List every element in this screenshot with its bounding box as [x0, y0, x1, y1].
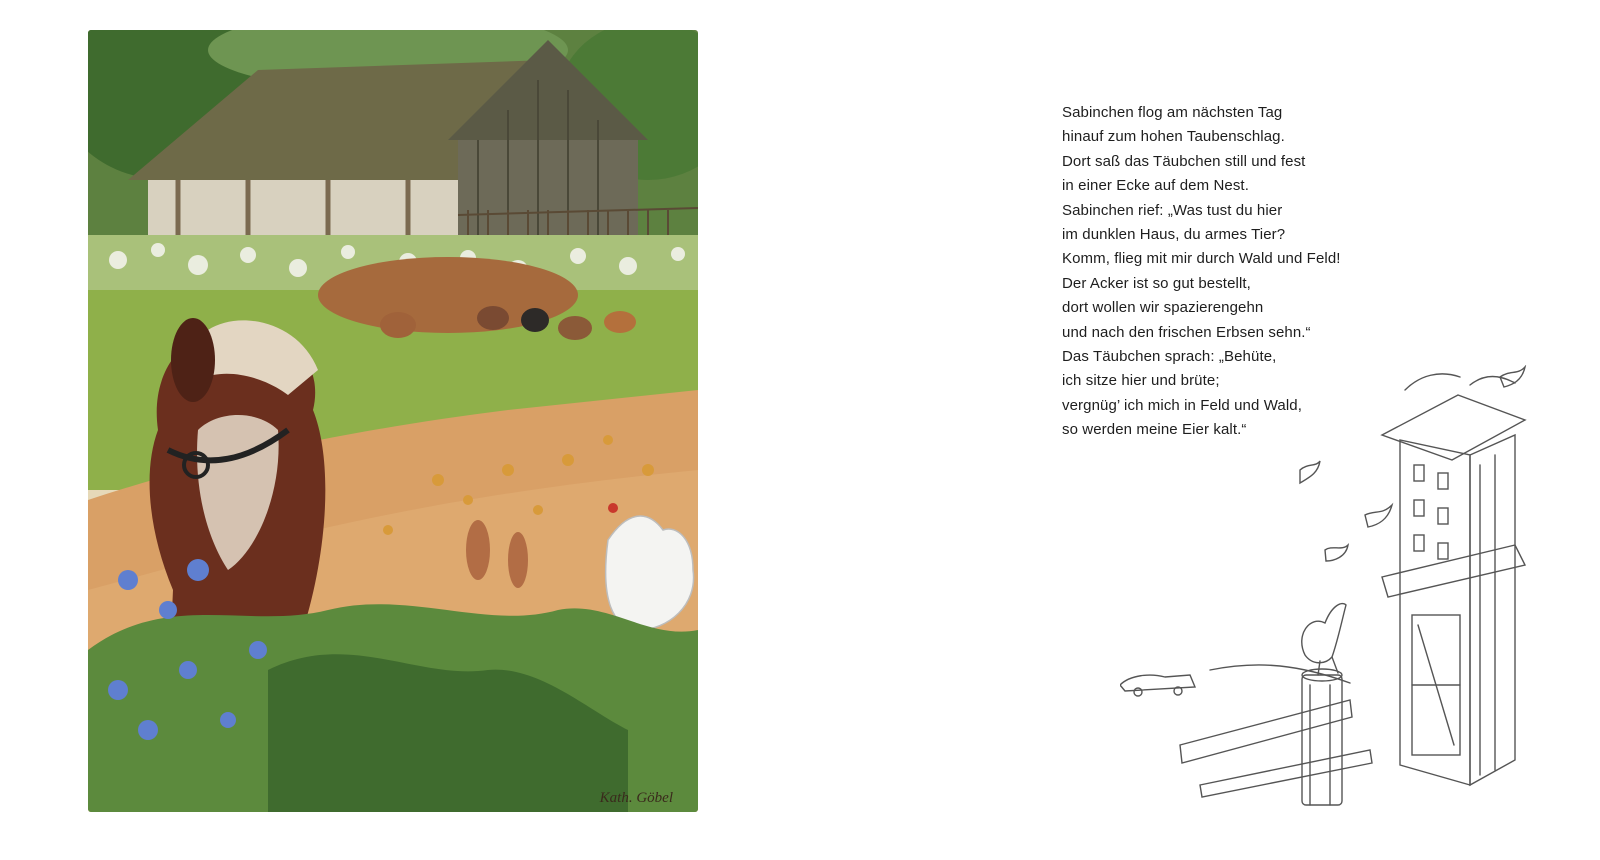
verse-line: Sabinchen rief: „Was tust du hier [1062, 201, 1283, 219]
verse-line: und nach den frischen Erbsen sehn.“ [1062, 323, 1311, 341]
dovecote-sketch [1120, 365, 1560, 815]
wooden-fence [1180, 669, 1372, 805]
verse-line: vergnüg’ ich mich in Feld und Wald, [1062, 396, 1302, 414]
verse-line: Der Acker ist so gut bestellt, [1062, 274, 1251, 292]
verse-line: Sabinchen flog am nächsten Tag [1062, 104, 1283, 121]
verse-line: so werden meine Eier kalt.“ [1062, 421, 1247, 439]
verse-line: im dunklen Haus, du armes Tier? [1062, 226, 1286, 244]
verse-line: in einer Ecke auf dem Nest. [1062, 177, 1249, 195]
verse-line: dort wollen wir spazierengehn [1062, 299, 1264, 317]
verse-line: Dort saß das Täubchen still und fest [1062, 152, 1306, 170]
artist-signature: Kath. Göbel [599, 790, 673, 806]
dove-on-post [1302, 604, 1346, 675]
verse-line: ich sitze hier und brüte; [1062, 372, 1220, 390]
farmyard-illustration [88, 30, 698, 812]
farmyard-painting [88, 30, 698, 812]
verse-line: hinauf zum hohen Taubenschlag. [1062, 128, 1285, 146]
verse-line: Komm, flieg mit mir durch Wald und Feld! [1062, 250, 1341, 268]
verse-line: Das Täubchen sprach: „Behüte, [1062, 348, 1277, 366]
flying-doves [1300, 367, 1525, 561]
dovecote-tower [1382, 374, 1525, 785]
dovecote-drawing [1120, 365, 1560, 815]
